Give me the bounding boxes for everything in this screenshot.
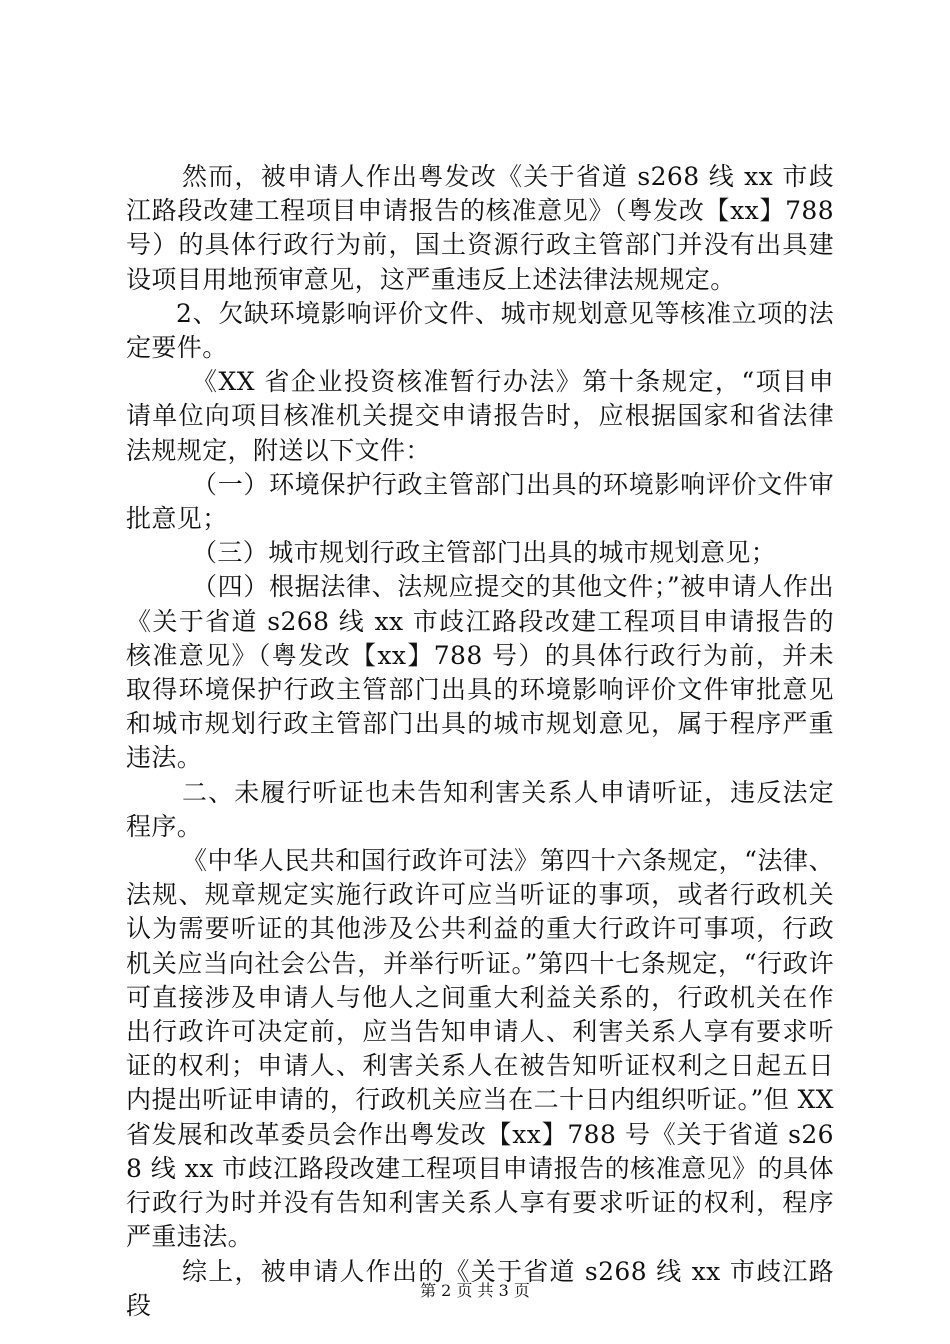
- paragraph-item-1: （一）环境保护行政主管部门出具的环境影响评价文件审批意见；: [126, 469, 834, 534]
- paragraph-approval-measures: 《XX 省企业投资核准暂行办法》第十条规定，“项目申请单位向项目核准机关提交申请报告时，应根据国家和省法律法规规定，附送以下文件：: [126, 367, 834, 465]
- paragraph-item-3: （三）城市规划行政主管部门出具的城市规划意见；: [192, 538, 777, 568]
- paragraph-conclusion: 综上，被申请人作出的《关于省道 s268 线 xx 市歧江路段: [126, 1256, 834, 1320]
- paragraph-licensing-law: 《中华人民共和国行政许可法》第四十六条规定，“法律、法规、规章规定实施行政许可应当听证的事项，或者行政机关认为需要听证的其他涉及公共利益的重大行政许可事项，行政机关应当向社会公告，并举行听证。”第四十七条规定，“行政许可直接涉及申请人与他人之间重大利益关系的，行政机关在作出行政许可决定前，应当告知申请人、利害关系人享有要求听证的权利；申请人、利害关系人在被告知听证权利之日起五日内提出听证申请的，行政机关应当在二十日内组织听证。”但 XX 省发展和改革委员会作出粤发改【xx】788 号《关于省道 s268 线 xx 市歧江路段改建工程项目申请报告的核准意见》的具体行政行为时并没有告知利害关系人享有要求听证的权利，程序严重违法。: [126, 846, 834, 1252]
- paragraph-section-2-heading: 2、欠缺环境影响评价文件、城市规划意见等核准立项的法定要件。: [126, 298, 834, 363]
- paragraph-section-two-heading: 二、未履行听证也未告知利害关系人申请听证，违反法定程序。: [126, 777, 834, 841]
- page-footer: 第 2 页 共 3 页: [420, 1281, 530, 1300]
- paragraph-land-review: 然而，被申请人作出粤发改《关于省道 s268 线 xx 市歧江路段改建工程项目申请报告的核准意见》（粤发改【xx】788号）的具体行政行为前，国土资源行政主管部门并没有出具建设项目用地预审意见，这严重违反上述法律法规规定。: [126, 162, 834, 294]
- document-body: [126, 160, 834, 1323]
- paragraph-item-4: （四）根据法律、法规应提交的其他文件；”被申请人作出《关于省道 s268 线 xx 市歧江路段改建工程项目申请报告的核准意见》（粤发改【xx】788 号）的具体行政行为前，并未取得环境保护行政主管部门出具的环境影响评价文件审批意见和城市规划行政主管部门出具的城市规划意见，属于程序严重违法。: [126, 572, 834, 773]
